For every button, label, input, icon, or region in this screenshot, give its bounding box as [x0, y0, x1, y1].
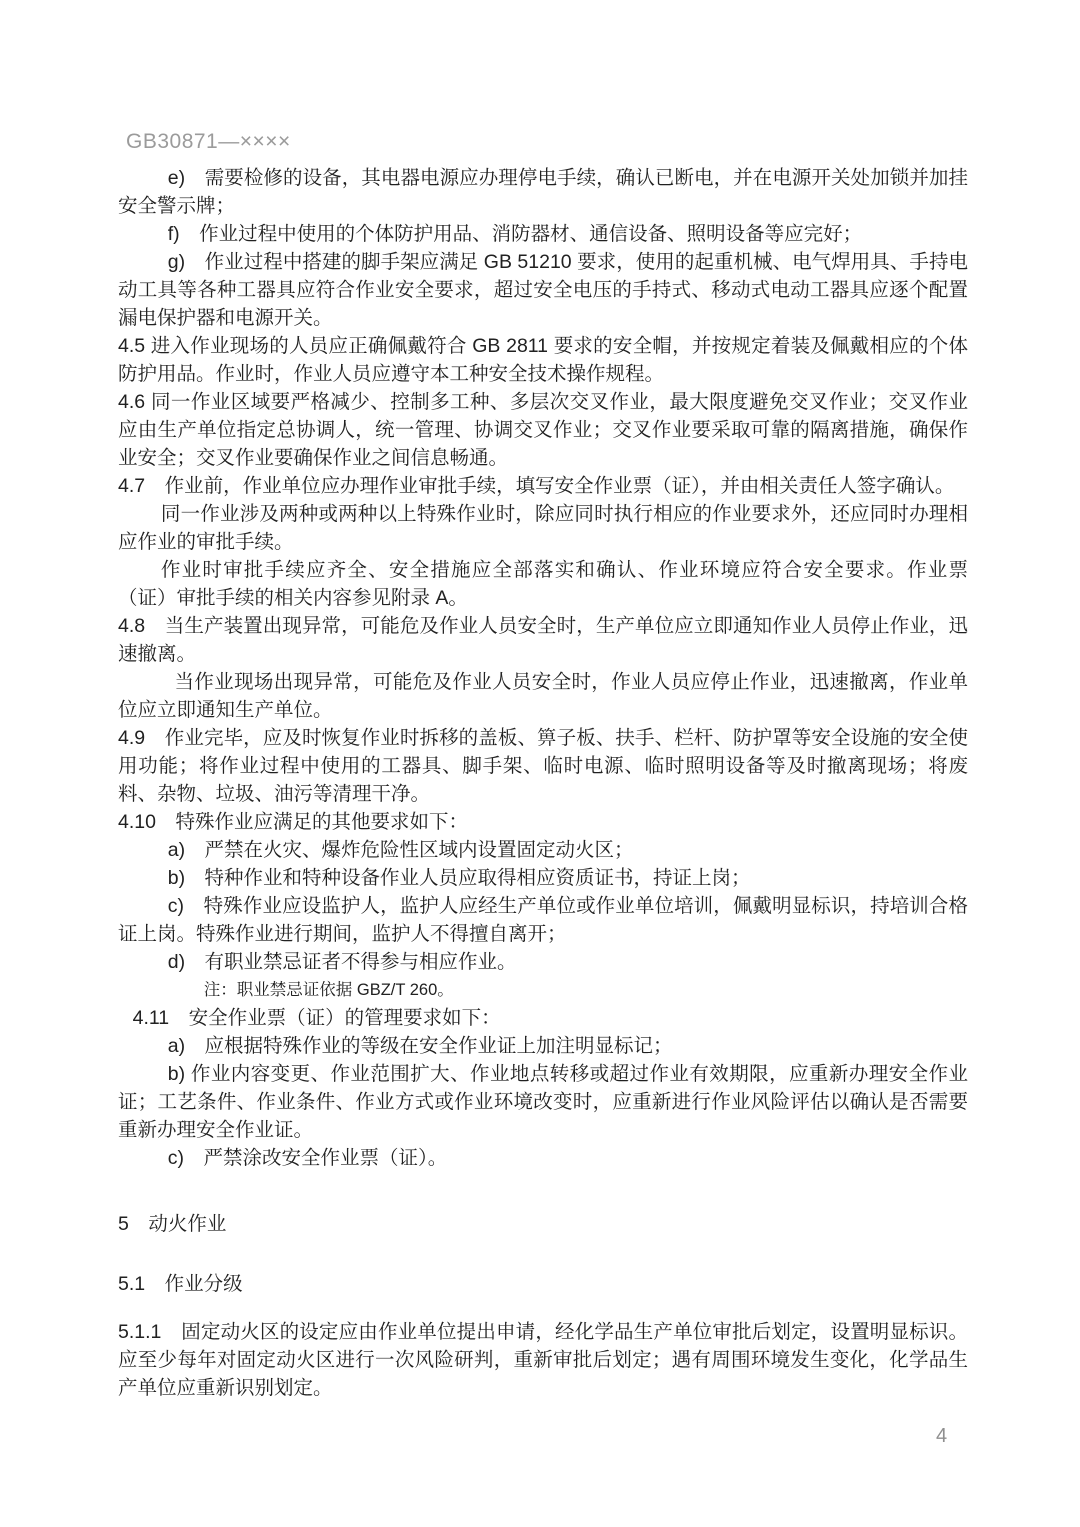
list-item-g: g) 作业过程中搭建的脚手架应满足 GB 51210 要求，使用的起重机械、电气焊用具、手持电动工具等各种工器具应符合作业安全要求，超过安全电压的手持式、移动式电动工器具应逐个配置漏电保护器和电源开关。 — [118, 251, 968, 329]
clause-5-1-1: 5.1.1 固定动火区的设定应由作业单位提出申请，经化学品生产单位审批后划定，设置明显标识。应至少每年对固定动火区进行一次风险研判，重新审批后划定；遇有周围环境发生变化，化学品生产单位应重新识别划定。 — [118, 1321, 968, 1399]
para-approval-procedures: 作业时审批手续应齐全、安全措施应全部落实和确认、作业环境应符合安全要求。作业票（证）审批手续的相关内容参见附录 A。 — [118, 559, 968, 609]
standard-number-header: GB30871—×××× — [126, 130, 291, 153]
list-item-e: e) 需要检修的设备，其电器电源应办理停电手续，确认已断电，并在电源开关处加锁并加挂安全警示牌； — [118, 167, 968, 217]
clause-4-6: 4.6 同一作业区域要严格减少、控制多工种、多层次交叉作业，最大限度避免交叉作业；交叉作业应由生产单位指定总协调人，统一管理、协调交叉作业；交叉作业要采取可靠的隔离措施，确保作业安全；交叉作业要确保作业之间信息畅通。 — [118, 391, 968, 469]
list-item-f: f) 作业过程中使用的个体防护用品、消防器材、通信设备、照明设备等应完好； — [167, 223, 863, 245]
section-5-1-heading: 5.1 作业分级 — [118, 1273, 243, 1295]
para-site-abnormal: 当作业现场出现异常，可能危及作业人员安全时，作业人员应停止作业，迅速撤离，作业单位应立即通知生产单位。 — [118, 671, 968, 721]
clause-4-7: 4.7 作业前，作业单位应办理作业审批手续，填写安全作业票（证），并由相关责任人签字确认。 — [118, 475, 955, 497]
clause-4-5: 4.5 进入作业现场的人员应正确佩戴符合 GB 2811 要求的安全帽，并按规定着装及佩戴相应的个体防护用品。作业时，作业人员应遵守本工种安全技术操作规程。 — [118, 335, 968, 385]
clause-4-11: 4.11 安全作业票（证）的管理要求如下： — [132, 1007, 501, 1029]
clause-4-11-item-a: a) 应根据特殊作业的等级在安全作业证上加注明显标记； — [167, 1035, 673, 1057]
section-5-heading: 5 动火作业 — [118, 1213, 227, 1235]
clause-4-8: 4.8 当生产装置出现异常，可能危及作业人员安全时，生产单位应立即通知作业人员停止作业，迅速撤离。 — [118, 615, 968, 665]
document-body — [118, 164, 968, 1402]
clause-4-10-item-a: a) 严禁在火灾、爆炸危险性区域内设置固定动火区； — [167, 839, 634, 861]
clause-4-9: 4.9 作业完毕，应及时恢复作业时拆移的盖板、箅子板、扶手、栏杆、防护罩等安全设施的安全使用功能；将作业过程中使用的工器具、脚手架、临时电源、临时照明设备等及时撤离现场；将废料、杂物、垃圾、油污等清理干净。 — [118, 727, 968, 805]
note-occupational-contraindication: 注：职业禁忌证依据 GBZ/T 260。 — [203, 981, 454, 999]
clause-4-10-item-c: c) 特殊作业应设监护人，监护人应经生产单位或作业单位培训，佩戴明显标识，持培训合格证上岗。特殊作业进行期间，监护人不得擅自离开； — [118, 895, 968, 945]
clause-4-10-item-d: d) 有职业禁忌证者不得参与相应作业。 — [167, 951, 517, 973]
clause-4-11-item-b: b) 作业内容变更、作业范围扩大、作业地点转移或超过作业有效期限，应重新办理安全作业证；工艺条件、作业条件、作业方式或作业环境改变时，应重新进行作业风险评估以确认是否需要重新办理安全作业证。 — [118, 1063, 968, 1141]
clause-4-10: 4.10 特殊作业应满足的其他要求如下： — [118, 811, 468, 833]
clause-4-10-item-b: b) 特种作业和特种设备作业人员应取得相应资质证书，持证上岗； — [167, 867, 751, 889]
page-number: 4 — [936, 1425, 948, 1447]
clause-4-11-item-c: c) 严禁涂改安全作业票（证）。 — [167, 1147, 448, 1169]
para-multiple-special-jobs: 同一作业涉及两种或两种以上特殊作业时，除应同时执行相应的作业要求外，还应同时办理相应作业的审批手续。 — [118, 503, 968, 553]
